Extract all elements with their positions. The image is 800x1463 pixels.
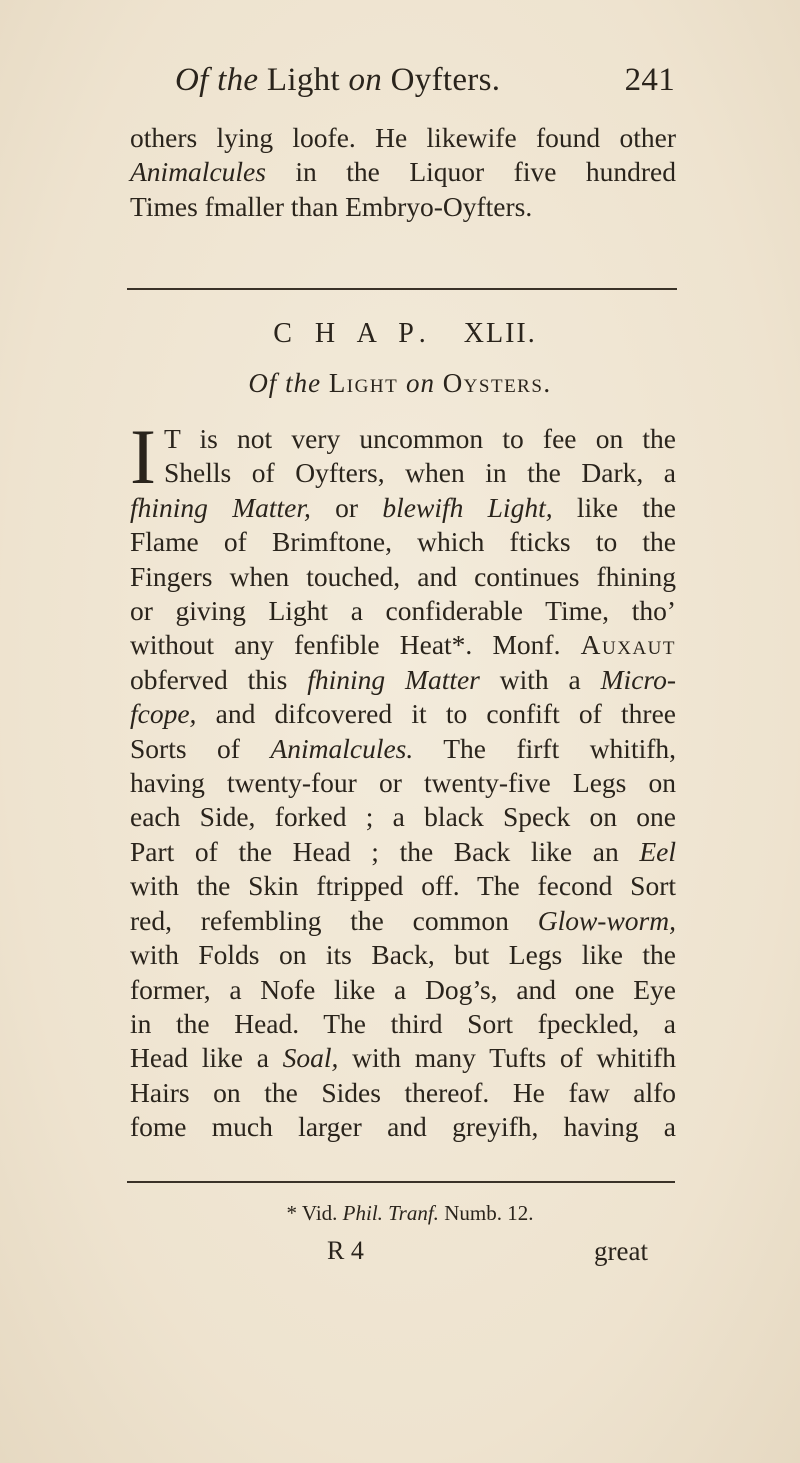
text-line: with Folds on its Back, but Legs like the [130, 939, 676, 971]
text-line: obferved this fhining Matter with a Micro- [130, 663, 676, 695]
text-line: or giving Light a confiderable Time, tho’ [130, 595, 676, 627]
text-line: fcope, and difcovered it to confift of three [130, 698, 676, 730]
running-head [175, 62, 675, 99]
text-line: fome much larger and greyifh, having a [130, 1111, 676, 1143]
text-line: Head like a Soal, with many Tufts of whitifh [130, 1042, 676, 1074]
chapter-subtitle: Of the Light on Oysters. [248, 368, 552, 398]
text-line: Shells of Oyfters, when in the Dark, a [163, 457, 676, 489]
text-line: Part of the Head ; the Back like an Eel [130, 835, 676, 867]
text-line: without any fenfible Heat*. Monf. Auxaut [130, 629, 676, 661]
text-line: each Side, forked ; a black Speck on one [130, 801, 676, 833]
drop-cap: I [130, 413, 156, 500]
text-line: former, a Nofe like a Dog’s, and one Eye [130, 973, 676, 1005]
footnote: * Vid. Phil. Tranf. Numb. 12. [286, 1201, 534, 1225]
text-line: Sorts of Animalcules. The firft whitifh, [130, 732, 677, 764]
text-line: having twenty-four or twenty-five Legs on [130, 767, 676, 799]
text-line: Hairs on the Sides thereof. He faw alfo [130, 1076, 676, 1108]
text-line: red, refembling the common Glow-worm, [130, 904, 676, 936]
running-head-title: Of the Light on Oyfters. [175, 62, 501, 98]
text-line: fhining Matter, or blewifh Light, like the [130, 491, 676, 523]
text-line: in the Head. The third Sort fpeckled, a [130, 1007, 676, 1039]
text-line: T is not very uncommon to fee on the [163, 423, 676, 454]
text-line: Animalcules in the Liquor five hundred [130, 156, 676, 188]
text-line: Fingers when touched, and continues fhining [130, 560, 676, 592]
text-line: others lying loofe. He likewife found other [130, 122, 676, 153]
continued-paragraph [130, 121, 676, 224]
text-line: Times fmaller than Embryo-Oyfters. [130, 190, 533, 222]
section-divider-rule [127, 288, 677, 290]
footnote-rule [127, 1181, 675, 1183]
page-number: 241 [624, 62, 675, 98]
chapter-heading: C H A P. XLII. [273, 318, 537, 349]
text-line: with the Skin ftripped off. The fecond Sort [130, 870, 676, 902]
signature-mark: R 4 [327, 1236, 364, 1265]
text-line: Flame of Brimftone, which fticks to the [130, 526, 676, 558]
chapter-body [130, 413, 677, 1145]
catchword: great [594, 1236, 648, 1266]
